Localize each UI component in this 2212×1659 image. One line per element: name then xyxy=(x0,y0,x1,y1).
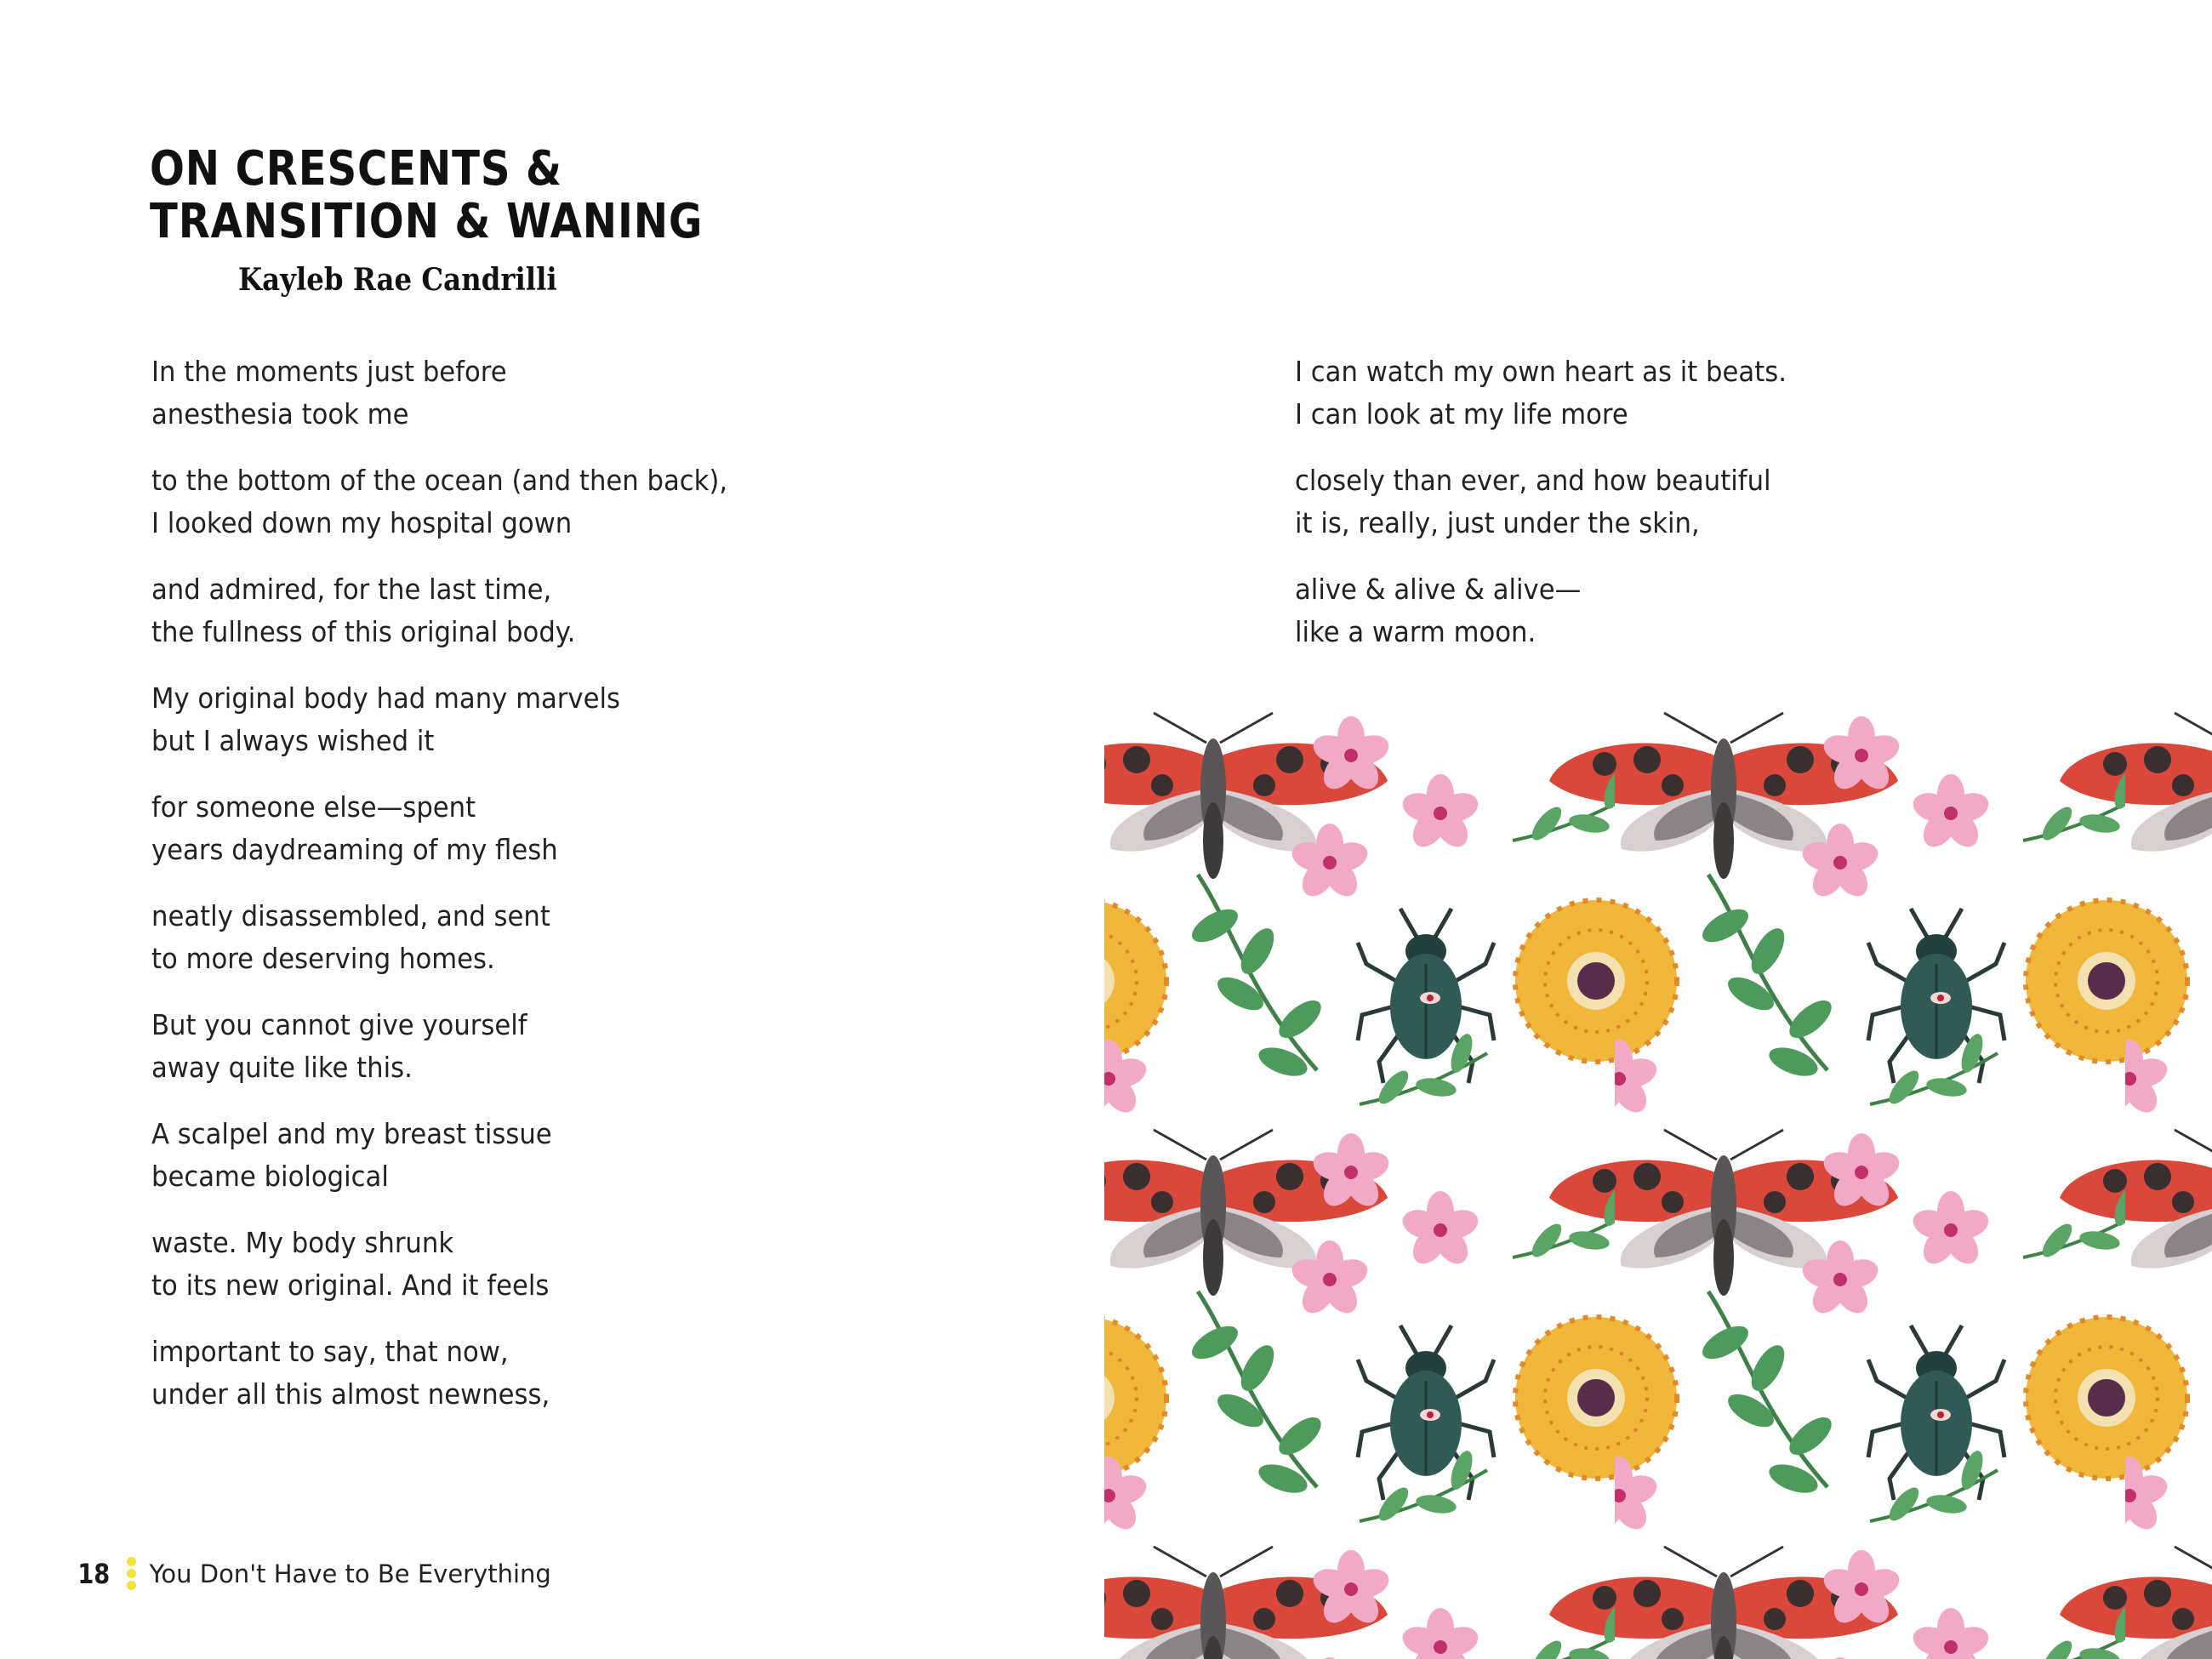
poem-line: My original body had many marvels xyxy=(151,681,620,715)
poem-title xyxy=(150,143,703,248)
poem-line: I looked down my hospital gown xyxy=(151,506,573,539)
poem-line: neatly disassembled, and sent xyxy=(151,899,550,932)
poem-line: under all this almost newness, xyxy=(151,1377,550,1411)
poem-line: alive & alive & alive— xyxy=(1295,573,1582,606)
page-footer xyxy=(75,1557,551,1590)
poem-line: like a warm moon. xyxy=(1295,615,1536,648)
poem-line: to the bottom of the ocean (and then back), xyxy=(151,464,728,497)
poem-author: Kayleb Rae Candrilli xyxy=(238,262,557,298)
poem-line: In the moments just before xyxy=(151,355,507,388)
title-line: TRANSITION & WANING xyxy=(150,194,704,249)
poem-line: I can watch my own heart as it beats. xyxy=(1295,355,1787,388)
stanza xyxy=(1295,568,1787,653)
poem-line: but I always wished it xyxy=(151,724,435,757)
dots-separator-icon xyxy=(127,1557,136,1590)
title-line: ON CRESCENTS & xyxy=(150,141,562,197)
book-title: You Don't Have to Be Everything xyxy=(149,1559,551,1588)
poem-line: the fullness of this original body. xyxy=(151,615,576,648)
stanza xyxy=(151,895,727,980)
floral-insect-illustration xyxy=(1104,704,2212,1659)
poem-line: But you cannot give yourself xyxy=(151,1008,527,1041)
stanza xyxy=(151,351,727,436)
stanza xyxy=(151,568,727,653)
poem-line: waste. My body shrunk xyxy=(151,1226,454,1259)
stanza xyxy=(1295,351,1787,436)
poem-line: I can look at my life more xyxy=(1295,397,1628,430)
stanza xyxy=(151,1331,727,1416)
poem-line: to more deserving homes. xyxy=(151,942,495,975)
poem-line: A scalpel and my breast tissue xyxy=(151,1117,552,1150)
poem-line: anesthesia took me xyxy=(151,397,409,430)
stanza xyxy=(151,459,727,544)
poem-line: to its new original. And it feels xyxy=(151,1268,550,1302)
page-number: 18 xyxy=(77,1557,111,1590)
stanza xyxy=(151,1222,727,1307)
poem-line: became biological xyxy=(151,1160,389,1193)
stanza xyxy=(1295,459,1787,544)
poem-line: it is, really, just under the skin, xyxy=(1295,506,1700,539)
poem-line: closely than ever, and how beautiful xyxy=(1295,464,1771,497)
stanza xyxy=(151,1004,727,1089)
poem-line: years daydreaming of my flesh xyxy=(151,833,558,866)
poem-line: for someone else—spent xyxy=(151,790,476,824)
poem-line: important to say, that now, xyxy=(151,1335,509,1368)
stanza xyxy=(151,1113,727,1198)
stanza xyxy=(151,677,727,762)
poem-left-column xyxy=(151,351,771,1440)
stanza xyxy=(151,786,727,871)
poem-line: and admired, for the last time, xyxy=(151,573,552,606)
pattern-fill xyxy=(1104,704,2212,1659)
poem-line: away quite like this. xyxy=(151,1051,413,1084)
poem-right-column xyxy=(1295,351,1823,677)
